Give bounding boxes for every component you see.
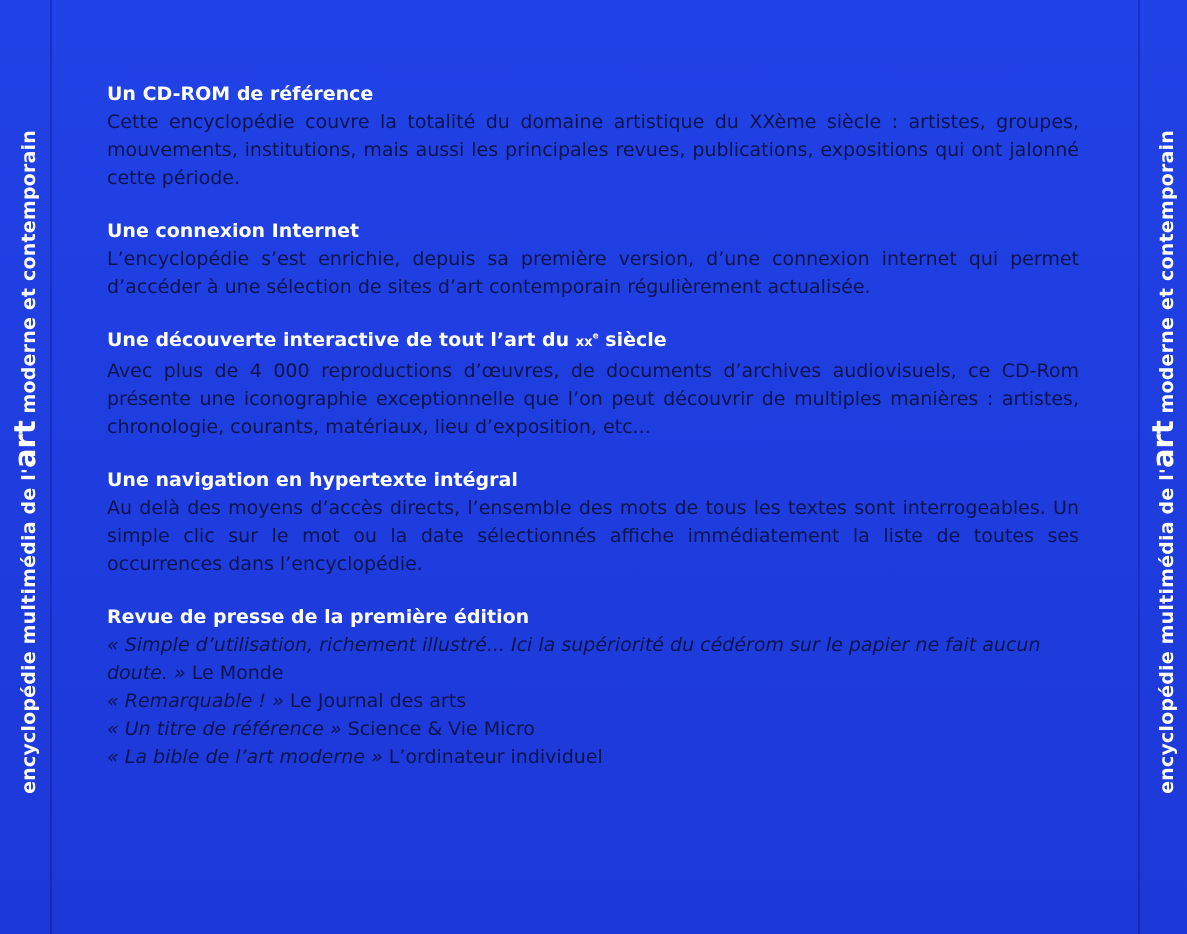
right-fold-line (1138, 0, 1140, 934)
left-spine (0, 0, 50, 934)
section-title (107, 326, 1079, 357)
right-spine (1138, 0, 1187, 934)
section-internet (107, 217, 1079, 301)
section-body: Avec plus de 4 000 reproductions d’œuvres, de documents d’archives audiovisuels, ce CD-Rom présente une iconographie exceptionnelle que l’on peut découvrir de multiples manières : artistes, chronologie, courants, matériaux, lieu d’exposition, etc... (107, 360, 1079, 438)
section-body: Cette encyclopédie couvre la totalité du domaine artistique du XXème siècle : artistes, groupes, mouvements, institutions, mais aussi les principales revues, publications, expositions qui ont jalonné cette période. (107, 111, 1079, 189)
quote-text: « Simple d’utilisation, richement illustré... Ici la supériorité du cédérom sur le papier ne fait aucun doute. » (107, 634, 1041, 684)
quote-source: Le Journal des arts (283, 690, 467, 712)
section-reference (107, 80, 1079, 192)
spine-title-art: art (1145, 420, 1180, 469)
spine-title-prefix: encyclopédie multimédia de l' (1155, 468, 1178, 794)
section-title-start: Une découverte interactive de tout l’art du (107, 329, 576, 351)
section-title-end: siècle (598, 329, 667, 351)
section-interactive (107, 326, 1079, 441)
press-title: Revue de presse de la première édition (107, 606, 530, 628)
quote-text: « Remarquable ! » (107, 690, 284, 712)
spine-title-art: art (8, 420, 42, 469)
section-title: Une navigation en hypertexte intégral (107, 469, 518, 491)
quote-source: Science & Vie Micro (341, 718, 535, 740)
quote-text: « Un titre de référence » (107, 718, 342, 740)
left-fold-line (50, 0, 52, 934)
quote-source: Le Monde (185, 662, 284, 684)
spine-title (1146, 130, 1180, 794)
section-title: Une connexion Internet (107, 220, 360, 242)
spine-title-prefix: encyclopédie multimédia de l' (18, 468, 40, 794)
section-title: Un CD-ROM de référence (107, 83, 374, 105)
spine-title (8, 130, 42, 794)
quote-source: L’ordinateur individuel (382, 746, 603, 768)
section-hypertext (107, 466, 1079, 578)
section-press (107, 603, 1079, 771)
main-content (107, 80, 1079, 796)
press-quote (107, 631, 1079, 687)
century-numeral: xx (575, 335, 593, 350)
century-superscript: e (592, 331, 599, 342)
section-body: Au delà des moyens d’accès directs, l’ensemble des mots de tous les textes sont interrogeables. Un simple clic sur le mot ou la date sélectionnés affiche immédiatement la liste de toutes ses occurrences dans l’encyclopédie. (107, 497, 1079, 575)
press-quote (107, 743, 1079, 771)
quote-text: « La bible de l’art moderne » (107, 746, 383, 768)
spine-title-suffix: moderne et contemporain (1155, 130, 1178, 421)
spine-title-suffix: moderne et contemporain (18, 130, 40, 421)
section-body: L’encyclopédie s’est enrichie, depuis sa première version, d’une connexion internet qui permet d’accéder à une sélection de sites d’art contemporain régulièrement actualisée. (107, 248, 1079, 298)
press-quote (107, 687, 1079, 715)
press-quote (107, 715, 1079, 743)
